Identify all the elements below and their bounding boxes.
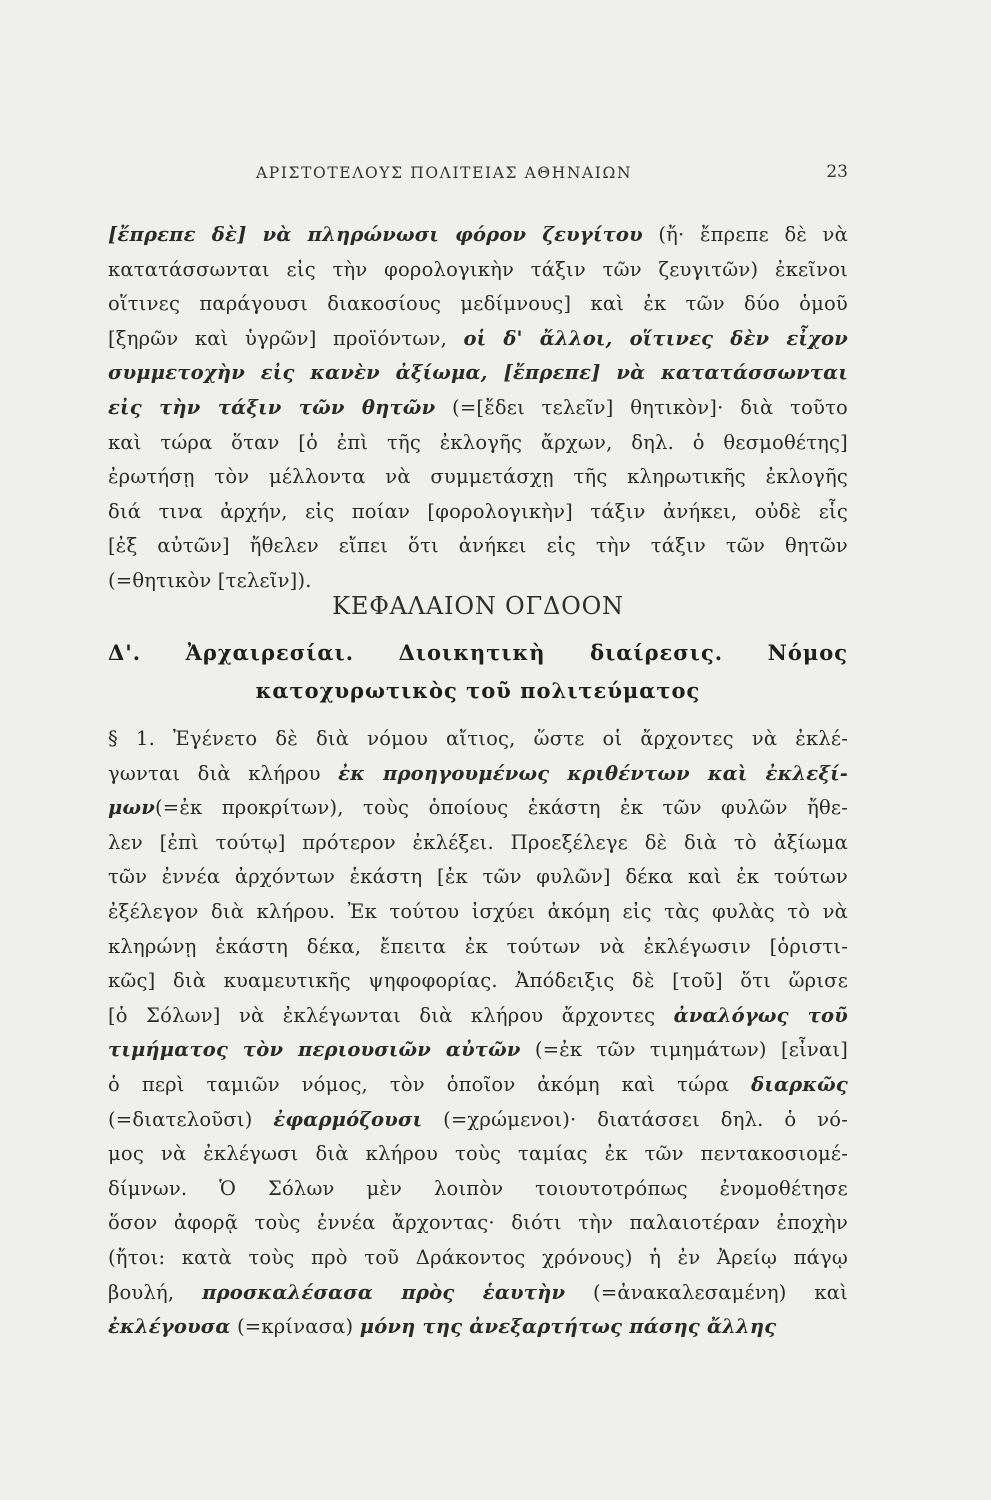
text-run: (=[ἔδει τελεῖν] θητικὸν]· διὰ τοῦτο — [435, 395, 848, 419]
text-run: τῶν ἐννέα ἀρχόντων ἑκάστη [ἐκ τῶν φυλῶν] δέκα καὶ ἐκ τούτων — [108, 865, 848, 889]
paragraph-section-1 — [108, 722, 848, 1345]
text-line — [108, 1241, 848, 1276]
text-run: ὁ περὶ ταμιῶν νόμος, τὸν ὁποῖον ἀκόμη καὶ τώρα — [108, 1072, 752, 1096]
page-number: 23 — [826, 162, 848, 182]
text-line — [108, 529, 848, 564]
running-title: ΑΡΙΣΤΟΤΕΛΟΥΣ ΠΟΛΙΤΕΙΑΣ ΑΘΗΝΑΙΩΝ — [256, 164, 633, 182]
text-run: ὅσον ἀφορᾷ τοὺς ἐννέα ἄρχοντας· διότι τὴν παλαιοτέραν ἐποχὴν — [108, 1211, 848, 1235]
text-line — [108, 1172, 848, 1207]
text-line — [108, 964, 848, 999]
text-run: δίμνων. Ὁ Σόλων μὲν λοιπὸν τοιουτοτρόπως ἐνομοθέτησε — [108, 1176, 848, 1200]
text-line — [108, 322, 848, 357]
text-line — [108, 426, 848, 461]
text-run: κῶς] διὰ κυαμευτικῆς ψηφοφορίας. Ἀπόδειξις δὲ [τοῦ] ὅτι ὥρισε — [108, 969, 848, 993]
emphasized-text: διαρκῶς — [751, 1072, 848, 1096]
text-run: (=κρίνασα) — [230, 1315, 360, 1339]
emphasized-text: ἐφαρμόζουσι — [273, 1107, 423, 1131]
text-line — [108, 287, 848, 322]
emphasized-text: ἀναλόγως τοῦ — [673, 1003, 848, 1027]
emphasized-text: οἱ δ' ἄλλοι, οἵτινες δὲν εἶχον — [463, 326, 848, 350]
text-line — [108, 1137, 848, 1172]
text-run: (=χρώμενοι)· διατάσσει δηλ. ὁ νό- — [422, 1107, 848, 1131]
text-run: (=ἀνακαλεσαμένη) καὶ — [565, 1280, 848, 1304]
running-head — [108, 160, 848, 190]
text-run: γωνται διὰ κλήρου — [108, 761, 339, 785]
text-line — [108, 253, 848, 288]
text-line — [108, 826, 848, 861]
text-run: (=ἐκ προκρίτων), τοὺς ὁποίους ἑκάστη ἐκ τῶν φυλῶν ἤθε- — [154, 796, 848, 820]
text-run: κατατάσσωνται εἰς τὴν φορολογικὴν τάξιν τῶν ζευγιτῶν) ἐκεῖνοι — [108, 257, 848, 281]
text-line — [108, 460, 848, 495]
text-run: ἐξέλεγον διὰ κλήρου. Ἐκ τούτου ἰσχύει ἀκόμη εἰς τὰς φυλὰς τὸ νὰ — [108, 899, 848, 923]
text-line — [108, 1068, 848, 1103]
text-run: [ἐξ αὐτῶν] ἤθελεν εἴπει ὅτι ἀνήκει εἰς τὴν τάξιν τῶν θητῶν — [108, 534, 848, 558]
text-line — [108, 860, 848, 895]
emphasized-text: τιμήματος τὸν περιουσιῶν αὐτῶν — [108, 1038, 521, 1062]
text-line — [108, 791, 848, 826]
text-run: [ὁ Σόλων] νὰ ἐκλέγωνται διὰ κλήρου ἄρχοντες — [108, 1003, 674, 1027]
text-run: ἐρωτήσῃ τὸν μέλλοντα νὰ συμμετάσχῃ τῆς κληρωτικῆς ἐκλογῆς — [108, 465, 848, 489]
text-run: καὶ τώρα ὅταν [ὁ ἐπὶ τῆς ἐκλογῆς ἄρχων, δηλ. ὁ θεσμοθέτης] — [108, 430, 848, 454]
text-line — [108, 1033, 848, 1068]
text-run: [ξηρῶν καὶ ὑγρῶν] προϊόντων, — [108, 326, 464, 350]
emphasized-text: μων — [108, 796, 155, 820]
section-heading — [108, 634, 848, 710]
text-run: (=θητικὸν [τελεῖν]). — [108, 568, 312, 592]
emphasized-text: ἐκ προηγουμένως κριθέντων καὶ ἐκλεξί- — [338, 761, 848, 785]
emphasized-text: εἰς τὴν τάξιν τῶν θητῶν — [108, 395, 436, 419]
emphasized-text: μόνη της ἀνεξαρτήτως πάσης ἄλλης — [359, 1315, 777, 1339]
text-run: οἵτινες παράγουσι διακοσίους μεδίμνους] καὶ ἐκ τῶν δύο ὁμοῦ — [108, 292, 848, 316]
text-line — [108, 391, 848, 426]
text-line — [108, 218, 848, 253]
text-line — [108, 999, 848, 1034]
text-run: διά τινα ἀρχήν, εἰς ποίαν [φορολογικὴν] τάξιν ἀνήκει, οὐδὲ εἷς — [108, 499, 848, 523]
text-run: § 1. Ἐγένετο δὲ διὰ νόμου αἴτιος, ὥστε οἱ ἄρχοντες νὰ ἐκλέ- — [108, 727, 848, 750]
chapter-title: ΚΕΦΑΛΑΙΟΝ ΟΓΔΟΟΝ — [332, 592, 624, 620]
text-line — [108, 495, 848, 530]
text-line — [108, 356, 848, 391]
section-heading-line-2: κατοχυρωτικὸς τοῦ πολιτεύματος — [255, 678, 701, 703]
text-line — [108, 722, 848, 757]
text-line — [108, 1276, 848, 1311]
text-line — [108, 1310, 848, 1345]
text-line — [108, 895, 848, 930]
emphasized-text: προσκαλέσασα πρὸς ἑαυτὴν — [202, 1280, 566, 1304]
section-heading-line-1: Δ'. Ἀρχαιρεσίαι. Διοικητικὴ διαίρεσις. Νόμος — [108, 640, 848, 665]
text-run: (=ἐκ τῶν τιμημάτων) [εἶναι] — [520, 1038, 848, 1062]
text-run: κληρώνῃ ἑκάστη δέκα, ἔπειτα ἐκ τούτων νὰ ἐκλέγωσιν [ὁριστι- — [108, 934, 848, 958]
text-line — [108, 1103, 848, 1138]
text-line — [108, 930, 848, 965]
text-line — [108, 757, 848, 792]
text-run: (ἤτοι: κατὰ τοὺς πρὸ τοῦ Δράκοντος χρόνους) ἡ ἐν Ἀρείῳ πάγῳ — [108, 1245, 848, 1269]
text-run: βουλή, — [108, 1280, 203, 1304]
emphasized-text: συμμετοχὴν εἰς κανὲν ἀξίωμα, [ἔπρεπε] νὰ κατατάσσωνται — [108, 361, 848, 385]
emphasized-text: [ἔπρεπε δὲ] νὰ πληρώνωσι φόρον ζευγίτου — [108, 223, 643, 246]
emphasized-text: ἐκλέγουσα — [108, 1315, 231, 1339]
text-run: μος νὰ ἐκλέγωσι διὰ κλήρου τοὺς ταμίας ἐκ τῶν πεντακοσιομέ- — [108, 1142, 848, 1166]
text-run: (=διατελοῦσι) — [108, 1107, 274, 1131]
text-run: λεν [ἐπὶ τούτῳ] πρότερον ἐκλέξει. Προεξέλεγε δὲ διὰ τὸ ἀξίωμα — [108, 830, 848, 854]
text-line — [108, 1206, 848, 1241]
text-run: (ἤ· ἔπρεπε δὲ νὰ — [642, 223, 848, 246]
paragraph-continued — [108, 218, 848, 599]
